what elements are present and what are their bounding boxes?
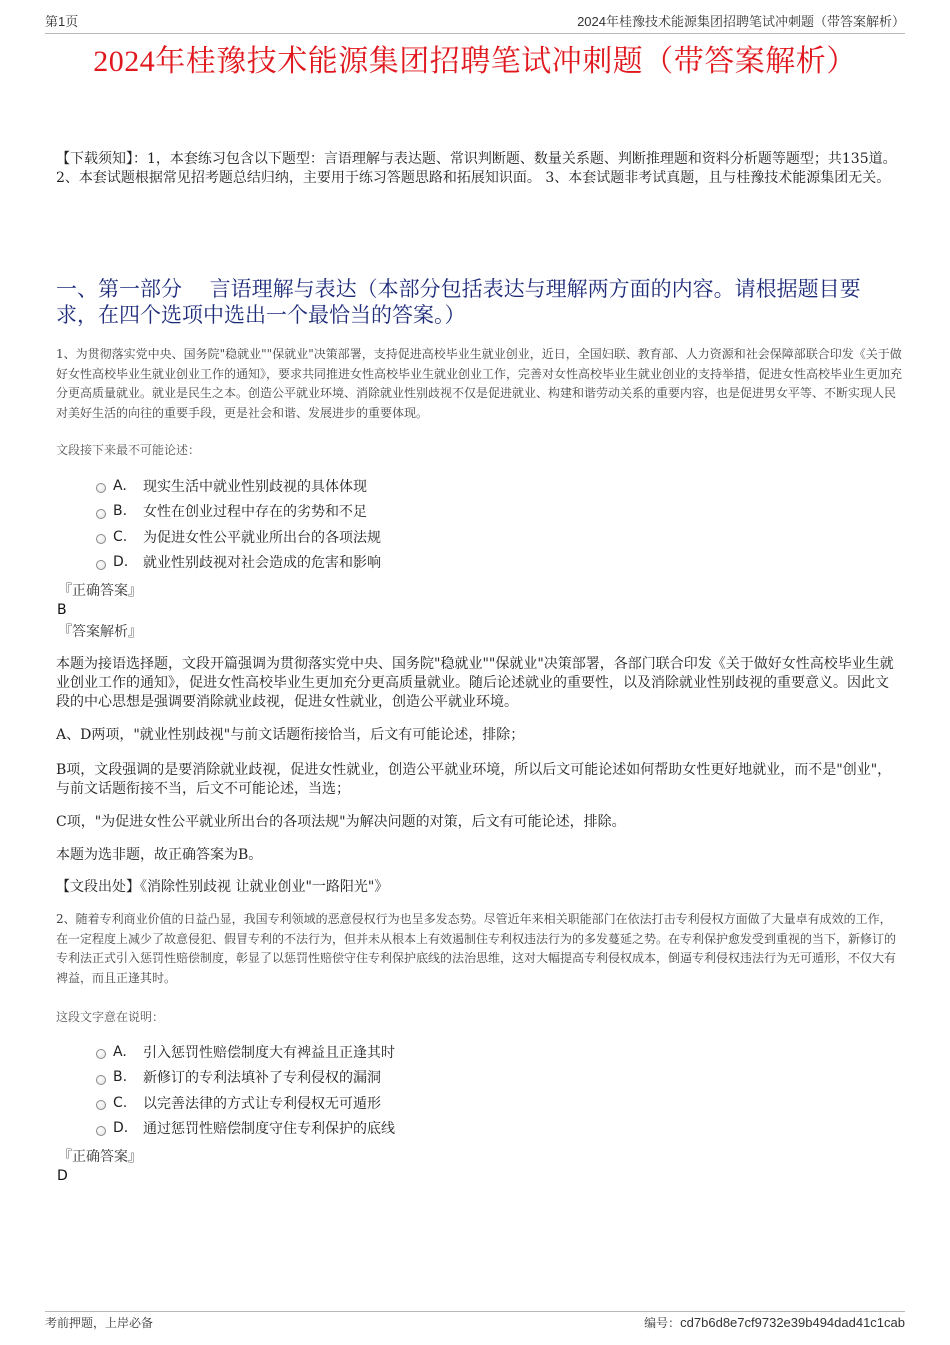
radio-button-icon[interactable]: [96, 1075, 106, 1085]
option-letter: A.: [113, 1043, 127, 1060]
question-1-stem: 1、为贯彻落实党中央、国务院"稳就业""保就业"决策部署，支持促进高校毕业生就业创业，近日，全国妇联、教育部、人力资源和社会保障部联合印发《关于做好女性高校毕业生就业创业工作的通知》，要求共同推进女性高校毕业生就业创业工作，完善对女性高校毕业生就业创业的支持举措，促进女性高校毕业生更加充分更高质量就业。就业是民生之本。创造公平就业环境、消除就业性别歧视不仅是促进就业、构建和谐劳动关系的重要内容，也是促进男女平等、不断实现人民对美好生活的向往的重要手段，更是社会和谐、发展进步的重要体现。: [56, 347, 903, 420]
question-1-analysis-summary: 本题为接语选择题，文段开篇强调为贯彻落实党中央、国务院"稳就业""保就业"决策部署，各部门联合印发《关于做好女性高校毕业生就业创业工作的通知》，促进女性高校毕业生更加充分更高质量就业。随后论述就业的重要性，以及消除就业性别歧视的重要意义。因此文段的中心思想是强调要消除就业歧视，促进女性就业，创造公平就业环境。: [56, 656, 894, 710]
page-footer: [45, 1311, 905, 1331]
running-title: 2024年桂豫技术能源集团招聘笔试冲刺题（带答案解析）: [577, 14, 905, 29]
question-2-stem: 2、随着专利商业价值的日益凸显，我国专利领域的恶意侵权行为也呈多发态势。尽管近年来相关职能部门在依法打击专利侵权方面做了大量卓有成效的工作，在一定程度上减少了故意侵犯、假冒专利的不法行为，但并未从根本上有效遏制住专利权违法行为的多发蔓延之势。在专利保护愈发受到重视的当下，新修订的专利法正式引入惩罚性赔偿制度，彰显了以惩罚性赔偿守住专利保护底线的法治思维，这对大幅提高专利侵权成本，倒逼专利侵权违法行为无可遁形，不仅大有裨益，而且正逢其时。: [56, 912, 897, 985]
download-notice: 【下载须知】：1，本套练习包含以下题型：言语理解与表达题、常识判断题、数量关系题、判断推理题和资料分析题等题型；共135道。 2、本套试题根据常见招考题总结归纳，主要用于练习答题思路和拓展知识面。 3、本套试题非考试真题，且与桂豫技术能源集团无关。: [56, 151, 897, 186]
question-2-options: [96, 1039, 596, 1141]
radio-button-icon[interactable]: [96, 534, 106, 544]
radio-button-icon[interactable]: [96, 509, 106, 519]
option-text: 就业性别歧视对社会造成的危害和影响: [143, 555, 381, 572]
option-letter: D.: [113, 1120, 129, 1137]
question-1-answer-label: 『正确答案』: [58, 583, 142, 599]
footer-code-label: 编号：: [644, 1316, 681, 1330]
question-2-option-d[interactable]: [96, 1116, 596, 1142]
question-1-analysis-label: 『答案解析』: [58, 624, 142, 640]
option-text: 以完善法律的方式让专利侵权无可遁形: [143, 1095, 381, 1112]
question-2-answer-label: 『正确答案』: [58, 1149, 142, 1165]
option-text: 新修订的专利法填补了专利侵权的漏洞: [143, 1070, 381, 1087]
question-2-option-b[interactable]: [96, 1065, 596, 1091]
radio-button-icon[interactable]: [96, 560, 106, 570]
question-1-answer: B: [57, 602, 67, 618]
option-letter: C.: [113, 528, 128, 545]
document-title: 2024年桂豫技术能源集团招聘笔试冲刺题（带答案解析）: [93, 45, 857, 78]
question-2-answer: D: [57, 1168, 68, 1184]
question-1-prompt: 文段接下来最不可能论述：: [56, 443, 201, 457]
footer-code-group: [644, 1315, 905, 1331]
question-1-option-c[interactable]: [96, 524, 596, 550]
footer-slogan: 考前押题，上岸必备: [45, 1316, 154, 1330]
question-1-analysis-conclusion: 本题为选非题，故正确答案为B。: [56, 847, 263, 863]
radio-button-icon[interactable]: [96, 1049, 106, 1059]
question-2-option-a[interactable]: [96, 1039, 596, 1065]
page-number: 第1页: [45, 14, 79, 29]
radio-button-icon[interactable]: [96, 1100, 106, 1110]
option-letter: C.: [113, 1094, 128, 1111]
question-1-analysis-ad: A、D两项，"就业性别歧视"与前文话题衔接恰当，后文有可能论述，排除；: [56, 727, 525, 743]
section-heading: 一、第一部分 言语理解与表达（本部分包括表达与理解两方面的内容。请根据题目要求，在四个选项中选出一个最恰当的答案。）: [56, 277, 861, 327]
option-letter: A.: [113, 477, 127, 494]
footer-code: cd7b6d8e7cf9732e39b494dad41c1cab: [680, 1315, 905, 1330]
question-2-prompt: 这段文字意在说明：: [56, 1010, 165, 1024]
option-text: 通过惩罚性赔偿制度守住专利保护的底线: [143, 1121, 395, 1138]
option-text: 引入惩罚性赔偿制度大有裨益且正逢其时: [143, 1044, 395, 1061]
question-1-analysis-b: B项，文段强调的是要消除就业歧视，促进女性就业，创造公平就业环境，所以后文可能论述如何帮助女性更好地就业，而不是"创业"，与前文话题衔接不当，后文不可能论述，当选；: [56, 762, 892, 797]
option-letter: B.: [113, 503, 128, 520]
question-1-options: [96, 473, 596, 575]
question-1-option-a[interactable]: [96, 473, 596, 499]
option-text: 女性在创业过程中存在的劣势和不足: [143, 504, 367, 521]
page-header: [45, 14, 905, 34]
question-1-source: 【文段出处】《消除性别歧视 让就业创业"一路阳光"》: [56, 879, 389, 895]
question-2-option-c[interactable]: [96, 1090, 596, 1116]
question-1-option-b[interactable]: [96, 499, 596, 525]
option-letter: B.: [113, 1069, 128, 1086]
radio-button-icon[interactable]: [96, 483, 106, 493]
question-1-analysis-c: C项，"为促进女性公平就业所出台的各项法规"为解决问题的对策，后文有可能论述，排除。: [56, 814, 626, 830]
question-1-option-d[interactable]: [96, 550, 596, 576]
option-letter: D.: [113, 554, 129, 571]
radio-button-icon[interactable]: [96, 1126, 106, 1136]
option-text: 现实生活中就业性别歧视的具体体现: [143, 478, 367, 495]
option-text: 为促进女性公平就业所出台的各项法规: [143, 529, 381, 546]
